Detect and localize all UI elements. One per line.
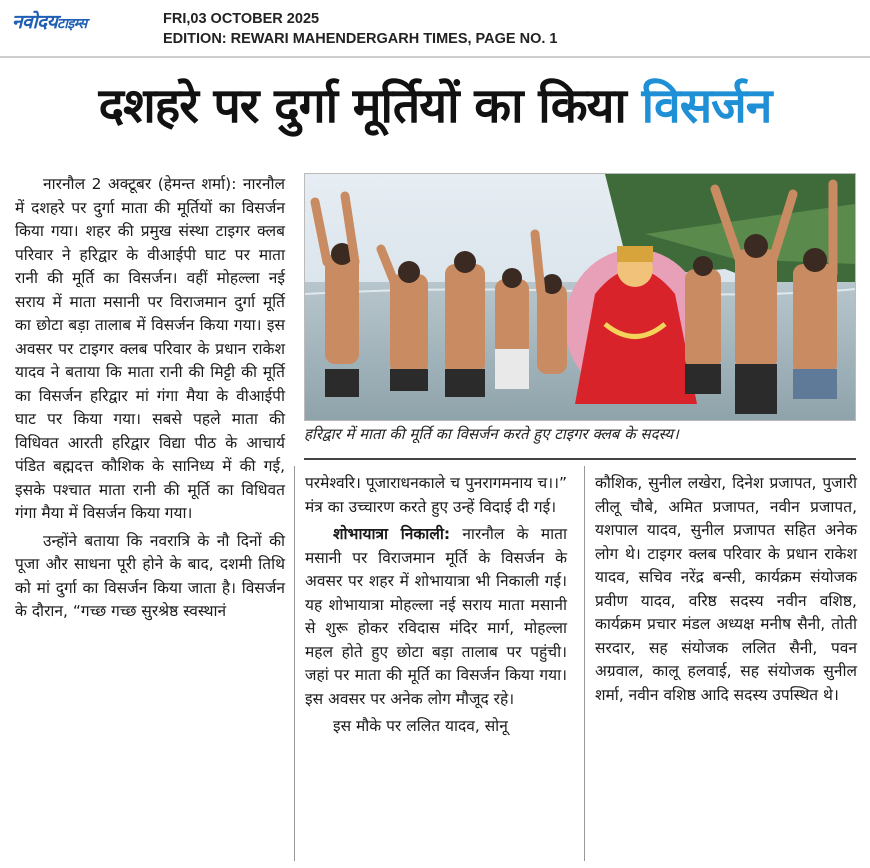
page-headline — [0, 72, 870, 137]
headline-highlight: विसर्जन — [641, 78, 772, 134]
col2-paragraph-3: इस मौके पर ललित यादव, सोनू — [333, 717, 508, 735]
col1-paragraph-1: नारनौल 2 अक्टूबर (हेमन्त शर्मा): नारनौल में दशहरे पर दुर्गा माता की मूर्तियों का विसर्जन किया गया। शहर की प्रमुख संस्था टाइगर क्लब परिवार ने हरिद्वार के वीआईपी घाट पर माता रानी की मूर्ति का विसर्जन। वहीं मोहल्ला नई सराय में माता मसानी पर विराजमान दुर्गा मूर्ति का छोटा बड़ा तालाब में विसर्जन किया गया। इस अवसर पर टाइगर क्लब परिवार के प्रधान राकेश यादव ने बताया कि माता रानी की मिट्टी की मूर्ति का विसर्जन हरिद्वार मां गंगा मैया के वीआईपी घाट पर किया गया। सबसे पहले माता की विधिवत आरती हरिद्वार विद्या पीठ के आचार्य पंडित बह्मदत्त कौशिक के सानिध्य में की गई, इसके पश्चात माता रानी की मूर्ति का विधिवत गंगा मैया में विसर्जन किया गया। — [15, 175, 285, 522]
edition-line: EDITION: REWARI MAHENDERGARH TIMES, PAGE NO. 1 — [163, 31, 558, 47]
newspaper-logo[interactable] — [12, 8, 87, 34]
ganga-immersion-photo-icon — [305, 174, 855, 420]
col3-paragraph-1: कौशिक, सुनील लखेरा, दिनेश प्रजापत, पुजारी लीलू चौबे, अमित प्रजापत, नवीन प्रजापत, यशपाल यादव, सुनील प्रजापत सहित अनेक लोग थे। टाइगर क्लब परिवार के प्रधान राकेश यादव, सचिव नरेंद्र बन्सी, कार्यक्रम संयोजक प्रवीण यादव, वरिष्ठ सदस्य नवीन वशिष्ठ, कार्यक्रम प्रचार मंडल अध्यक्ष मनीष सैनी, तोती सरदार, सह संयोजक ललित सैनी, पवन अग्रवाल, कालू हलवाई, सह संयोजक सुनील शर्मा, नवीन वशिष्ठ आदि सदस्य उपस्थित थे। — [595, 474, 857, 704]
col2-paragraph-2-text: नारनौल के माता मसानी पर विराजमान मूर्ति के विसर्जन के अवसर पर शहर में शोभायात्रा भी निकाली गई। यह शोभायात्रा मोहल्ला नई सराय माता मसानी से शुरू होकर रविदास मंदिर मार्ग, मोहल्ला महल होते हुए छोटा बड़ा तालाब पर पहुंची। जहां पर माता की मूर्ति का विसर्जन किया गया। इस अवसर पर अनेक लोग मौजूद रहे। — [305, 525, 567, 708]
subheading-shobhayatra: शोभायात्रा निकाली: — [333, 525, 451, 543]
article-column-3 — [595, 472, 857, 711]
edition-info — [163, 9, 557, 49]
column-divider-2 — [584, 466, 585, 861]
col1-paragraph-2: उन्होंने बताया कि नवरात्रि के नौ दिनों की पूजा और साधना पूरी होने के बाद, दशमी तिथि को मां दुर्गा का विसर्जन किया जाता है। विसर्जन के दौरान, “गच्छ गच्छ सुरश्रेष्ठ स्वस्थानं — [15, 531, 285, 620]
news-photo — [304, 173, 856, 421]
col2-paragraph-2 — [305, 523, 567, 711]
article-column-2 — [305, 472, 567, 743]
headline-main: दशहरे पर दुर्गा मूर्तियों का किया — [98, 78, 642, 134]
photo-caption: हरिद्वार में माता की मूर्ति का विसर्जन करते हुए टाइगर क्लब के सदस्य। — [304, 425, 679, 443]
column-divider-1 — [294, 466, 295, 861]
masthead-bar — [0, 0, 870, 58]
article-column-1 — [15, 173, 285, 628]
logo-sub: टाइम्स — [57, 16, 87, 32]
col2-paragraph-1: परमेश्वरि। पूजाराधनकाले च पुनरागमनाय च।।” मंत्र का उच्चारण करते हुए उन्हें विदाई दी गई। — [305, 474, 567, 516]
date-line: FRI,03 OCTOBER 2025 — [163, 11, 320, 27]
logo-main: नवोदय — [12, 11, 58, 33]
caption-divider — [304, 458, 856, 460]
